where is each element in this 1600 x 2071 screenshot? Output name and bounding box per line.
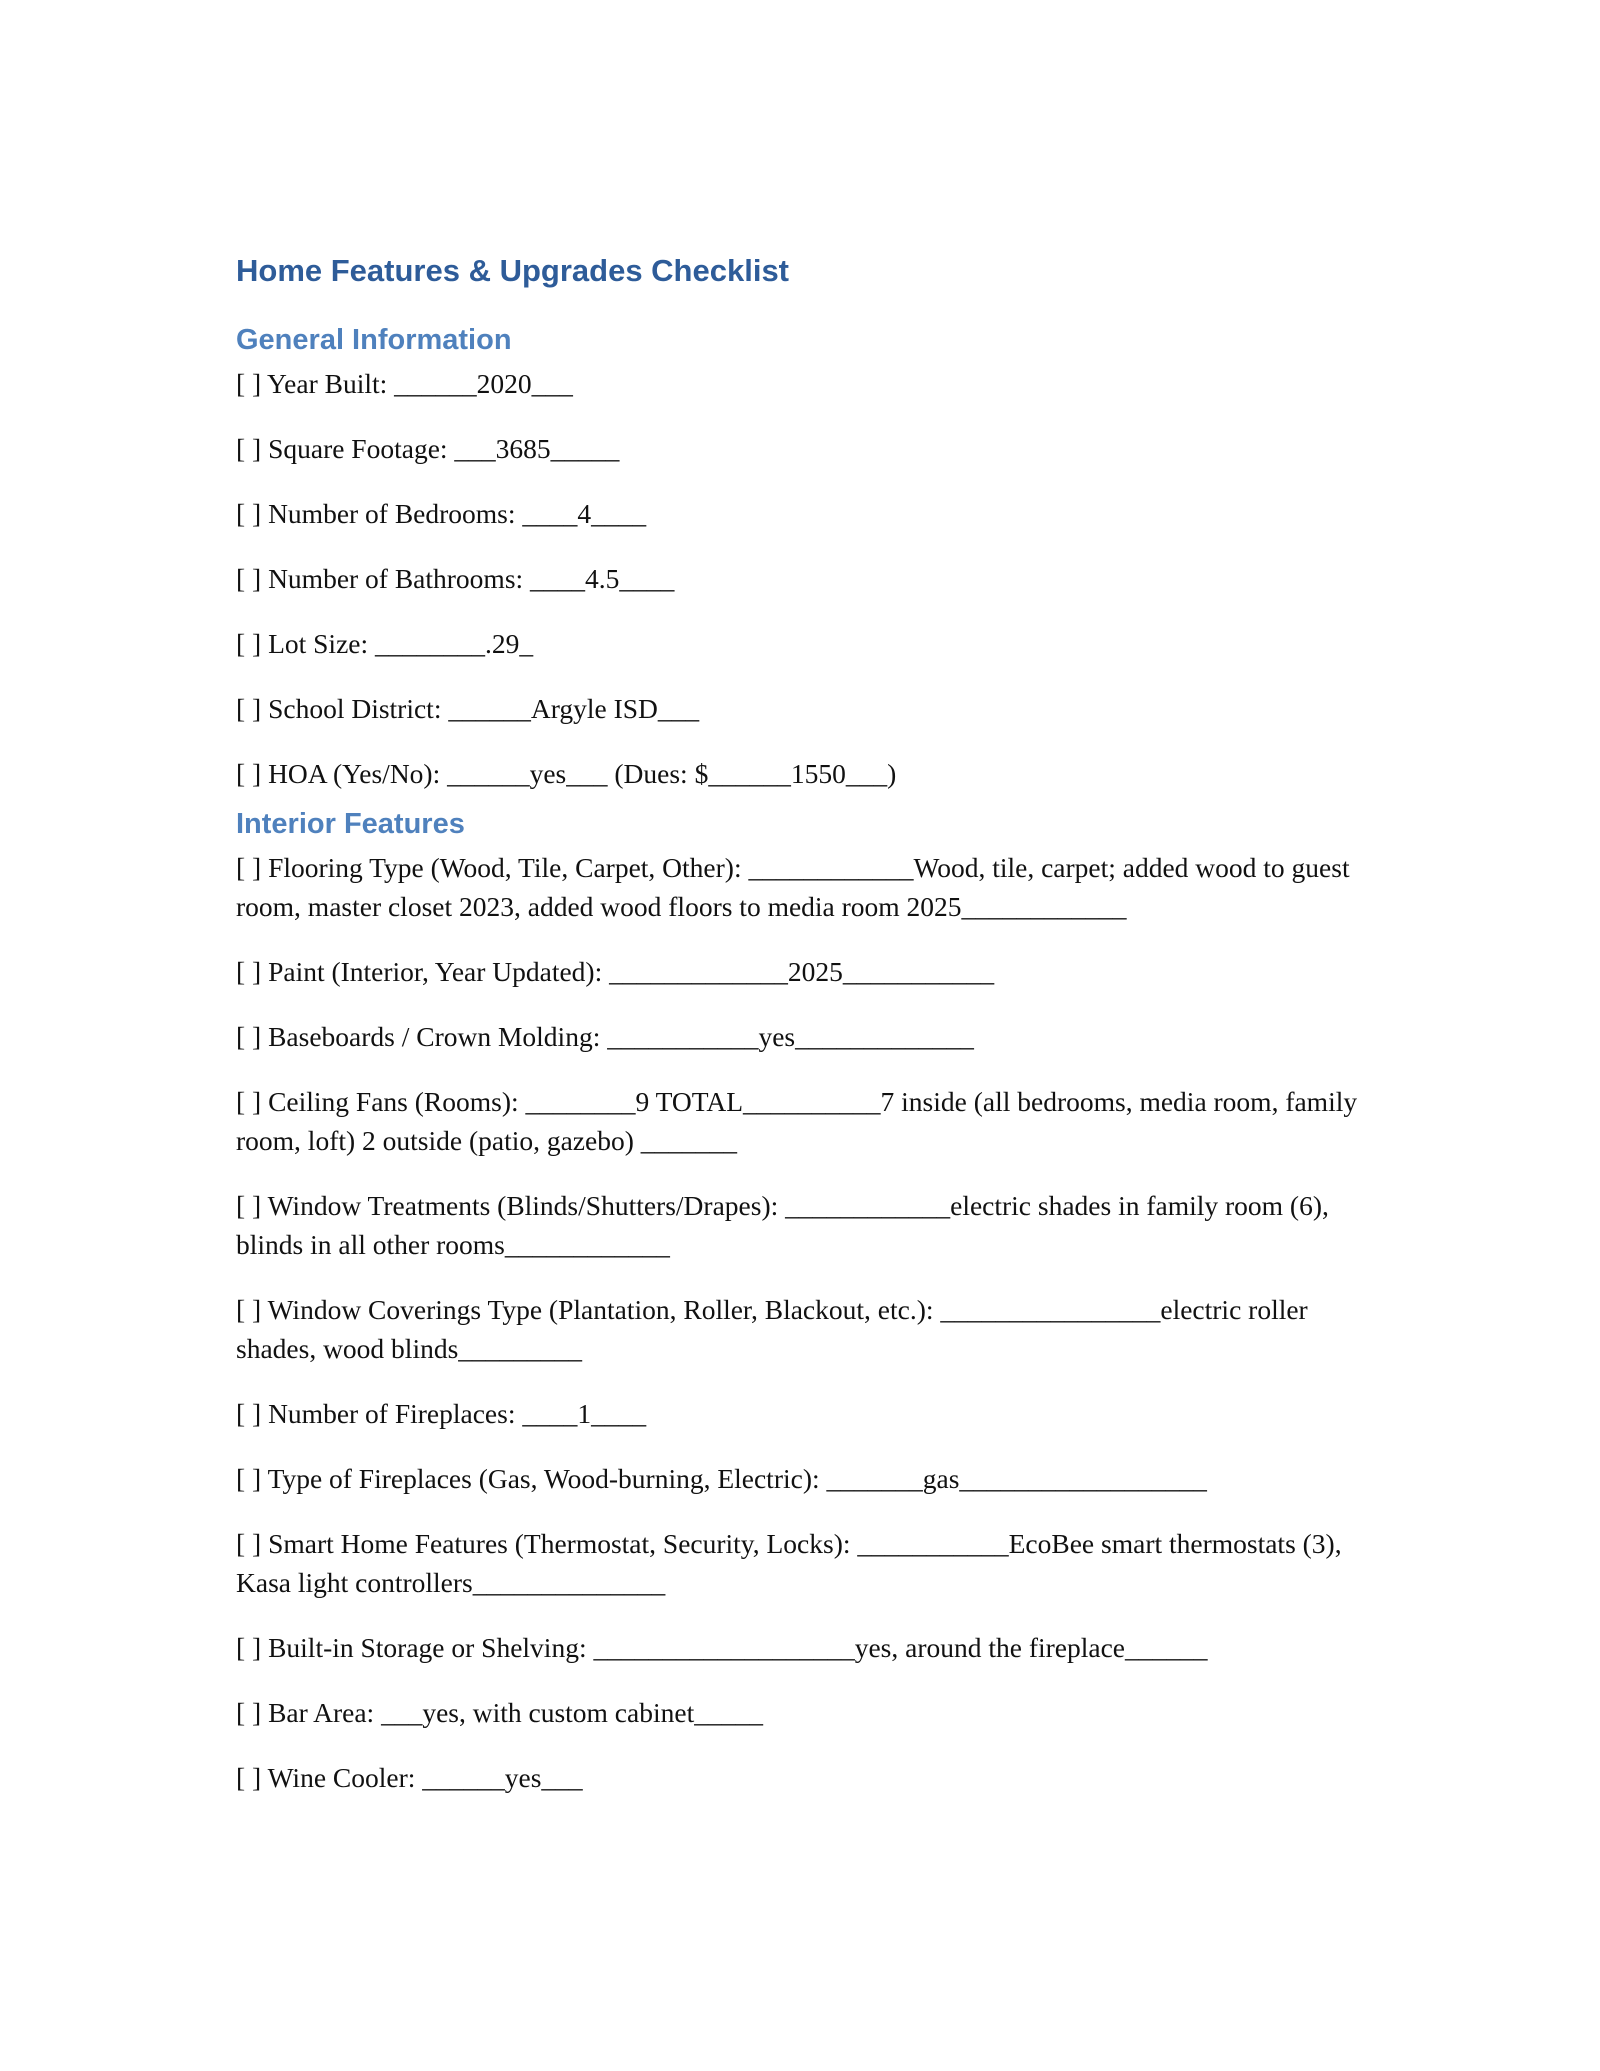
section-heading-general: General Information	[236, 324, 512, 357]
checklist-item-fireplace-type: [ ] Type of Fireplaces (Gas, Wood-burning, Electric): _______gas__________________	[236, 1462, 1207, 1494]
checklist-item-year-built: [ ] Year Built: ______2020___	[236, 367, 573, 399]
document-title: Home Features & Upgrades Checklist	[236, 253, 790, 288]
section-general-information	[236, 323, 1366, 793]
checklist-item-square-footage: [ ] Square Footage: ___3685_____	[236, 432, 620, 464]
checklist-item-bedrooms: [ ] Number of Bedrooms: ____4____	[236, 497, 647, 529]
checklist-item-paint: [ ] Paint (Interior, Year Updated): _____________2025___________	[236, 955, 995, 987]
checklist-item-flooring: [ ] Flooring Type (Wood, Tile, Carpet, Other): ____________Wood, tile, carpet; added wood to guest room, master closet 2023, added wood floors to media room 2025____________	[236, 851, 1350, 922]
checklist-item-smart-home: [ ] Smart Home Features (Thermostat, Security, Locks): ___________EcoBee smart thermostats (3), Kasa light controllers______________	[236, 1527, 1342, 1598]
section-interior-features	[236, 807, 1366, 1797]
checklist-page	[236, 252, 1366, 1823]
checklist-item-bathrooms: [ ] Number of Bathrooms: ____4.5____	[236, 562, 675, 594]
checklist-item-baseboards: [ ] Baseboards / Crown Molding: ___________yes_____________	[236, 1020, 974, 1052]
checklist-item-school-district: [ ] School District: ______Argyle ISD___	[236, 692, 700, 724]
checklist-item-fireplace-count: [ ] Number of Fireplaces: ____1____	[236, 1397, 647, 1429]
checklist-item-ceiling-fans: [ ] Ceiling Fans (Rooms): ________9 TOTAL__________7 inside (all bedrooms, media room, family room, loft) 2 outside (patio, gazebo) _______	[236, 1085, 1358, 1156]
section-heading-interior: Interior Features	[236, 807, 465, 840]
checklist-item-lot-size: [ ] Lot Size: ________.29_	[236, 627, 534, 659]
checklist-item-built-in-storage: [ ] Built-in Storage or Shelving: ___________________yes, around the fireplace______	[236, 1631, 1208, 1663]
checklist-item-bar-area: [ ] Bar Area: ___yes, with custom cabinet_____	[236, 1696, 763, 1728]
checklist-item-window-coverings: [ ] Window Coverings Type (Plantation, Roller, Blackout, etc.): ________________electric roller shades, wood blinds_________	[236, 1293, 1308, 1364]
checklist-item-wine-cooler: [ ] Wine Cooler: ______yes___	[236, 1761, 583, 1793]
checklist-item-window-treatments: [ ] Window Treatments (Blinds/Shutters/Drapes): ____________electric shades in family room (6), blinds in all other rooms____________	[236, 1189, 1329, 1260]
checklist-item-hoa: [ ] HOA (Yes/No): ______yes___ (Dues: $______1550___)	[236, 757, 897, 789]
